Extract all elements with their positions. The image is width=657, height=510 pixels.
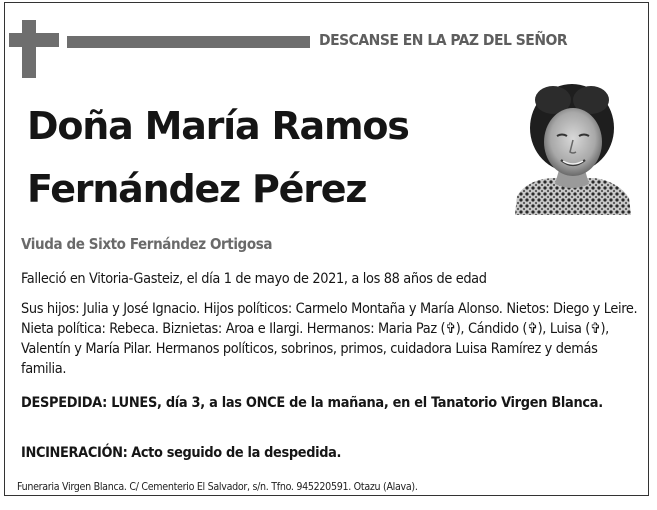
deceased-name-line1: Doña María Ramos <box>27 104 409 148</box>
death-details: Falleció en Vitoria-Gasteiz, el día 1 de mayo de 2021, a los 88 años de edad <box>21 271 487 287</box>
cremation-text: Acto seguido de la despedida. <box>131 445 342 461</box>
family-list: Sus hijos: Julia y José Ignacio. Hijos políticos: Carmelo Montaña y María Alonso. Nietos: Diego y Leire. Nieta política: Rebeca. Biznietas: Aroa e Ilargi. Hermanos: Maria Paz (✞), Cándido (✞), Luisa (✞), Valentín y María Pilar. Hermanos políticos, sobrinos, primos, cuidadora Luisa Ramírez y demás familia. <box>21 301 638 377</box>
funeral-home-footer: Funeraria Virgen Blanca. C/ Cementerio El Salvador, s/n. Tfno. 945220591. Otazu (Alava). <box>17 481 418 493</box>
deceased-name <box>27 95 409 221</box>
obituary-notice <box>4 2 649 496</box>
cremation-label: INCINERACIÓN: <box>21 445 128 461</box>
portrait-photo <box>513 78 631 215</box>
header-title: DESCANSE EN LA PAZ DEL SEÑOR <box>319 31 568 49</box>
farewell-details: DESPEDIDA: LUNES, día 3, a las ONCE de la mañana, en el Tanatorio Virgen Blanca. <box>21 395 603 411</box>
portrait-image <box>513 78 631 215</box>
header-divider-bar <box>67 36 310 48</box>
cremation-details <box>21 443 641 463</box>
widow-of-text: Viuda de Sixto Fernández Ortigosa <box>21 235 273 253</box>
deceased-name-line2: Fernández Pérez <box>27 167 367 211</box>
